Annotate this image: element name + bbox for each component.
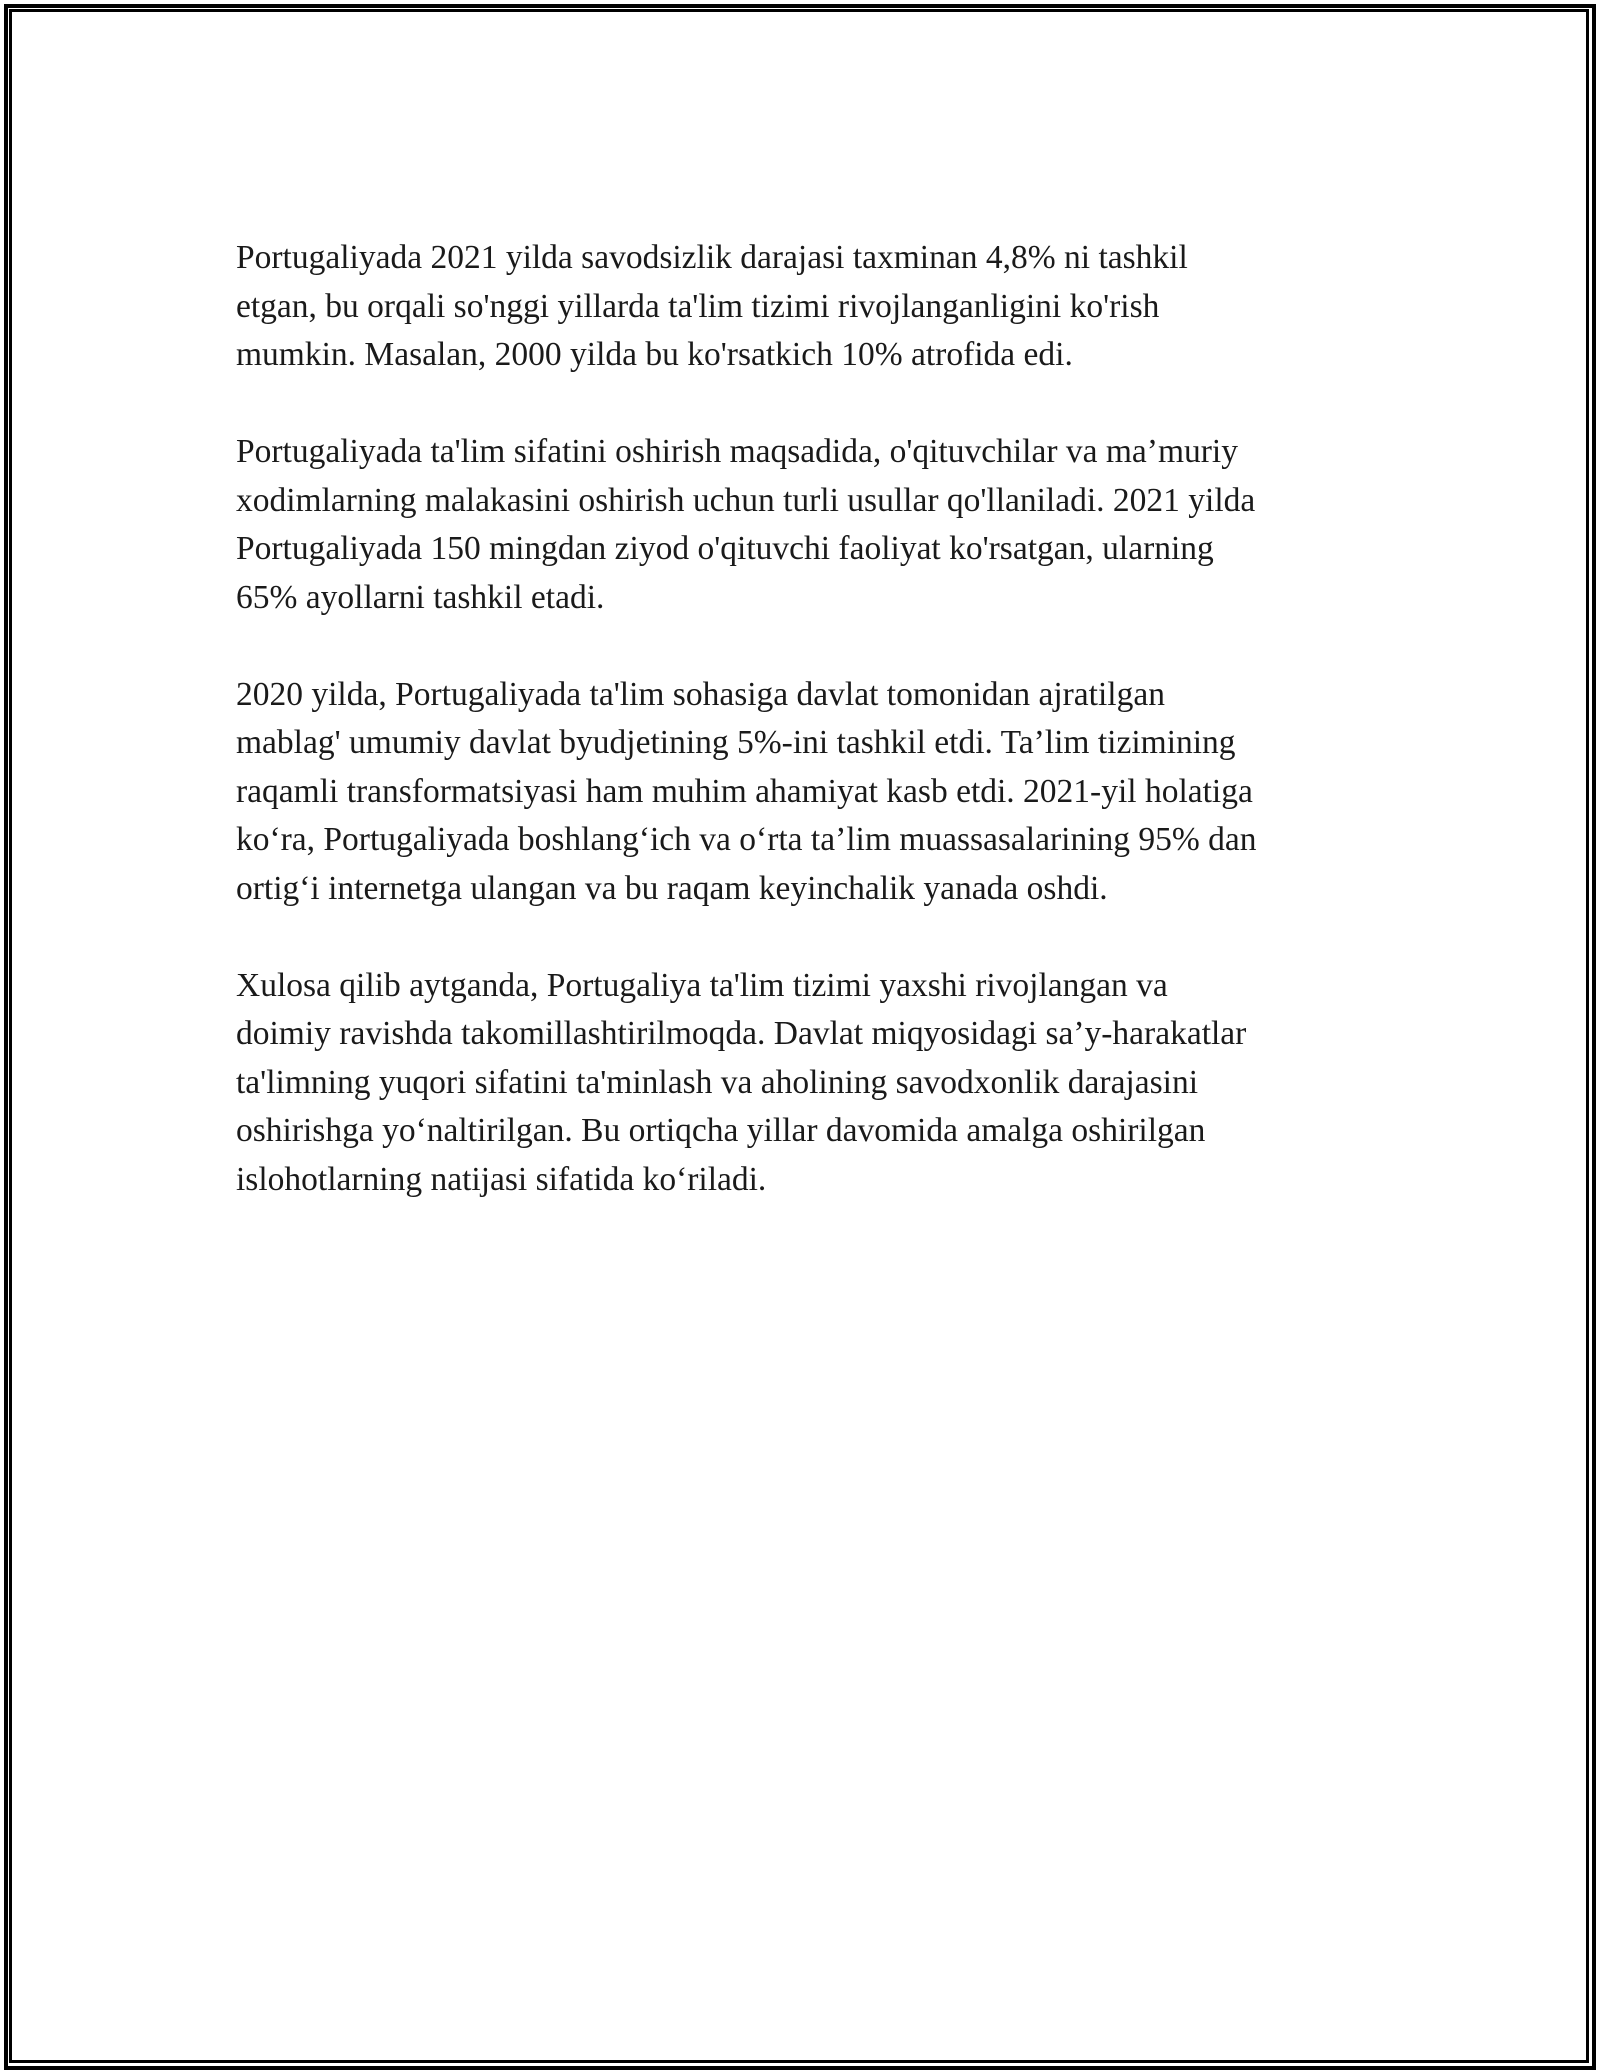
paragraph-funding [236,671,1376,914]
text-line: ortig‘i internetga ulangan va bu raqam keyinchalik yanada oshdi. [236,869,1108,907]
text-line: doimiy ravishda takomillashtirilmoqda. Davlat miqyosidagi sa’y-harakatlar [236,1015,1247,1052]
text-line: oshirishga yo‘naltirilgan. Bu ortiqcha yillar davomida amalga oshirilgan [236,1112,1206,1149]
document-body [236,234,1376,1204]
text-line: etgan, bu orqali so'nggi yillarda ta'lim tizimi rivojlanganligini ko'rish [236,287,1160,325]
text-line: Portugaliyada ta'lim sifatini oshirish maqsadida, o'qituvchilar va ma’muriy [236,433,1238,470]
text-line: Portugaliyada 2021 yilda savodsizlik darajasi taxminan 4,8% ni tashkil [236,239,1188,276]
text-line: mablag' umumiy davlat byudjetining 5%-ini tashkil etdi. Ta’lim tizimining [236,724,1236,761]
text-line: islohotlarning natijasi sifatida ko‘riladi. [236,1160,767,1198]
text-line: raqamli transformatsiyasi ham muhim ahamiyat kasb etdi. 2021-yil holatiga [236,772,1253,810]
text-line: ko‘ra, Portugaliyada boshlang‘ich va o‘rta ta’lim muassasalarining 95% dan [236,821,1257,858]
text-line: 2020 yilda, Portugaliyada ta'lim sohasiga davlat tomonidan ajratilgan [236,675,1165,713]
text-line: 65% ayollarni tashkil etadi. [236,578,605,616]
paragraph-conclusion [236,962,1376,1205]
text-line: mumkin. Masalan, 2000 yilda bu ko'rsatkich 10% atrofida edi. [236,336,1073,373]
paragraph-teachers [236,428,1376,622]
text-line: ta'limning yuqori sifatini ta'minlash va aholining savodxonlik darajasini [236,1063,1199,1101]
text-line: Xulosa qilib aytganda, Portugaliya ta'lim tizimi yaxshi rivojlangan va [236,966,1168,1004]
text-line: Portugaliyada 150 mingdan ziyod o'qituvchi faoliyat ko'rsatgan, ularning [236,530,1214,567]
paragraph-literacy [236,234,1376,380]
text-line: xodimlarning malakasini oshirish uchun turli usullar qo'llaniladi. 2021 yilda [236,481,1256,519]
